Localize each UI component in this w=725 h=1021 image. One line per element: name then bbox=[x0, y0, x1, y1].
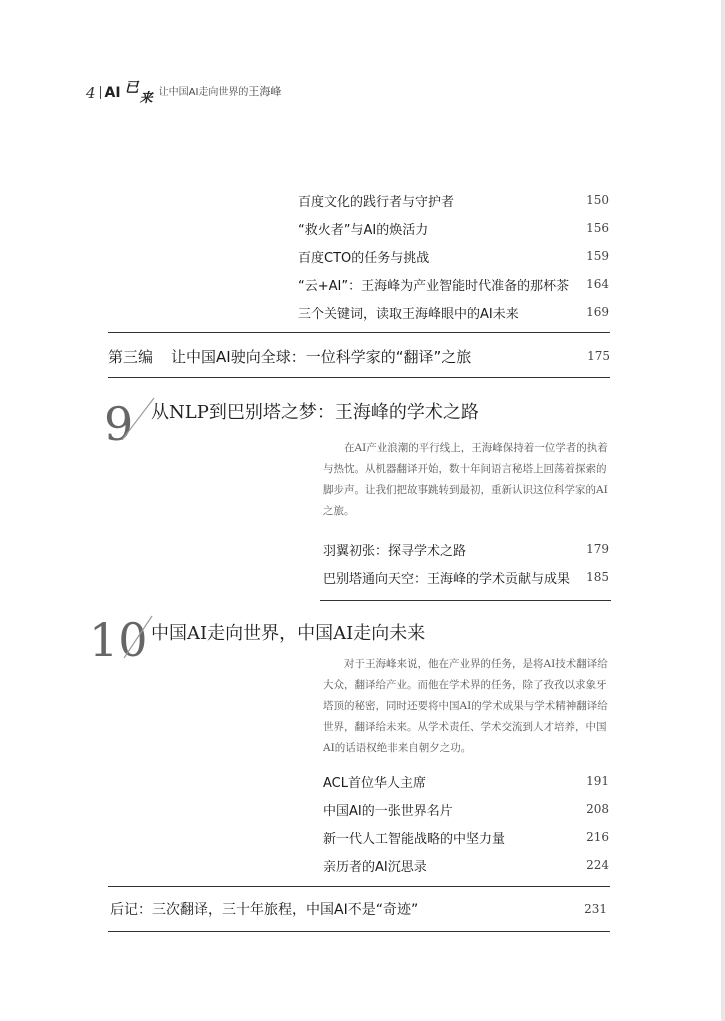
toc-entry-page: 179 bbox=[586, 542, 609, 556]
toc-entry-title: “云+AI”：王海峰为产业智能时代准备的那杯茶 bbox=[298, 278, 570, 294]
toc-entry-title: 百度文化的践行者与守护者 bbox=[298, 194, 455, 210]
afterword-page: 231 bbox=[584, 902, 607, 916]
toc-entry-page: 150 bbox=[586, 193, 609, 207]
chapter-title[interactable]: 中国AI走向世界，中国AI走向未来 bbox=[151, 623, 426, 644]
afterword-entry[interactable] bbox=[110, 897, 607, 921]
page-edge-shadow bbox=[721, 0, 725, 1021]
toc-entry-title: 三个关键词，读取王海峰眼中的AI未来 bbox=[298, 306, 519, 322]
chapter-intro bbox=[323, 438, 611, 522]
part-title: 让中国AI驶向全球：一位科学家的“翻译”之旅 bbox=[171, 347, 472, 366]
book-subtitle-name: 王海峰 bbox=[248, 85, 282, 98]
book-subtitle bbox=[159, 83, 282, 99]
toc-entry[interactable] bbox=[323, 770, 609, 792]
chapter-number: 9 bbox=[104, 397, 134, 451]
toc-entry-title: 新一代人工智能战略的中坚力量 bbox=[323, 831, 506, 847]
toc-entry[interactable] bbox=[323, 854, 609, 876]
toc-entry-title: 巴别塔通向天空：王海峰的学术贡献与成果 bbox=[323, 571, 571, 587]
toc-entry[interactable] bbox=[323, 826, 609, 848]
toc-entry-title: “救火者”与AI的焕活力 bbox=[298, 222, 429, 238]
header-divider bbox=[100, 86, 101, 99]
part-heading-text bbox=[108, 346, 471, 367]
toc-entry-page: 208 bbox=[586, 802, 609, 816]
divider-line bbox=[108, 332, 610, 333]
book-title-lai: 来 bbox=[139, 91, 153, 106]
divider-line bbox=[320, 600, 611, 601]
toc-entry[interactable] bbox=[298, 273, 609, 295]
toc-entry-page: 216 bbox=[586, 830, 609, 844]
toc-entry[interactable] bbox=[298, 189, 609, 211]
chapter-intro-text: 对于王海峰来说，他在产业界的任务，是将AI技术翻译给大众，翻译给产业。而他在学术界的任务，除了孜孜以求象牙塔顶的秘密，同时还要将中国AI的学术成果与学术精神翻译给世界，翻译给未来。从学术责任、学术交流到人才培养，中国AI的话语权绝非来自朝夕之功。 bbox=[323, 658, 608, 754]
toc-entry[interactable] bbox=[298, 301, 609, 323]
part-label: 第三编 bbox=[108, 347, 154, 366]
part-page: 175 bbox=[587, 349, 610, 363]
chapter-intro bbox=[323, 654, 611, 759]
toc-entry-page: 156 bbox=[586, 221, 609, 235]
toc-entry-page: 185 bbox=[586, 570, 609, 584]
divider-line bbox=[108, 931, 610, 932]
toc-entry-page: 159 bbox=[586, 249, 609, 263]
book-title-yi: 已 bbox=[124, 80, 139, 96]
toc-entry-title: 亲历者的AI沉思录 bbox=[323, 859, 427, 875]
book-subtitle-text: 让中国AI走向世界的 bbox=[158, 87, 249, 98]
toc-entry[interactable] bbox=[323, 566, 609, 588]
toc-entry[interactable] bbox=[298, 217, 609, 239]
book-title-ai: AI bbox=[104, 85, 121, 101]
part-heading[interactable] bbox=[108, 344, 610, 368]
toc-entry-page: 169 bbox=[586, 305, 609, 319]
toc-entry-title: 羽翼初张：探寻学术之路 bbox=[323, 543, 467, 559]
chapter-title[interactable]: 从NLP到巴别塔之梦：王海峰的学术之路 bbox=[151, 402, 479, 423]
toc-entry-page: 191 bbox=[586, 774, 609, 788]
running-header bbox=[86, 80, 282, 106]
afterword-title: 后记：三次翻译，三十年旅程，中国AI不是“奇迹” bbox=[110, 902, 419, 918]
chapter-intro-text: 在AI产业浪潮的平行线上，王海峰保持着一位学者的执着与热忱。从机器翻译开始，数十年间语言秘塔上回荡着探索的脚步声。让我们把故事跳转到最初，重新认识这位科学家的AI之旅。 bbox=[323, 442, 608, 517]
toc-entry-page: 164 bbox=[586, 277, 609, 291]
divider-line bbox=[108, 377, 610, 378]
toc-entry[interactable] bbox=[323, 538, 609, 560]
toc-entry-title: ACL首位华人主席 bbox=[323, 775, 426, 791]
toc-entry-page: 224 bbox=[586, 858, 609, 872]
toc-entry[interactable] bbox=[298, 245, 609, 267]
page-number: 4 bbox=[86, 84, 96, 102]
toc-entry-title: 中国AI的一张世界名片 bbox=[323, 803, 453, 819]
chapter-number: 10 bbox=[89, 613, 148, 667]
toc-entry-title: 百度CTO的任务与挑战 bbox=[298, 250, 430, 266]
toc-entry[interactable] bbox=[323, 798, 609, 820]
divider-line bbox=[108, 886, 610, 887]
